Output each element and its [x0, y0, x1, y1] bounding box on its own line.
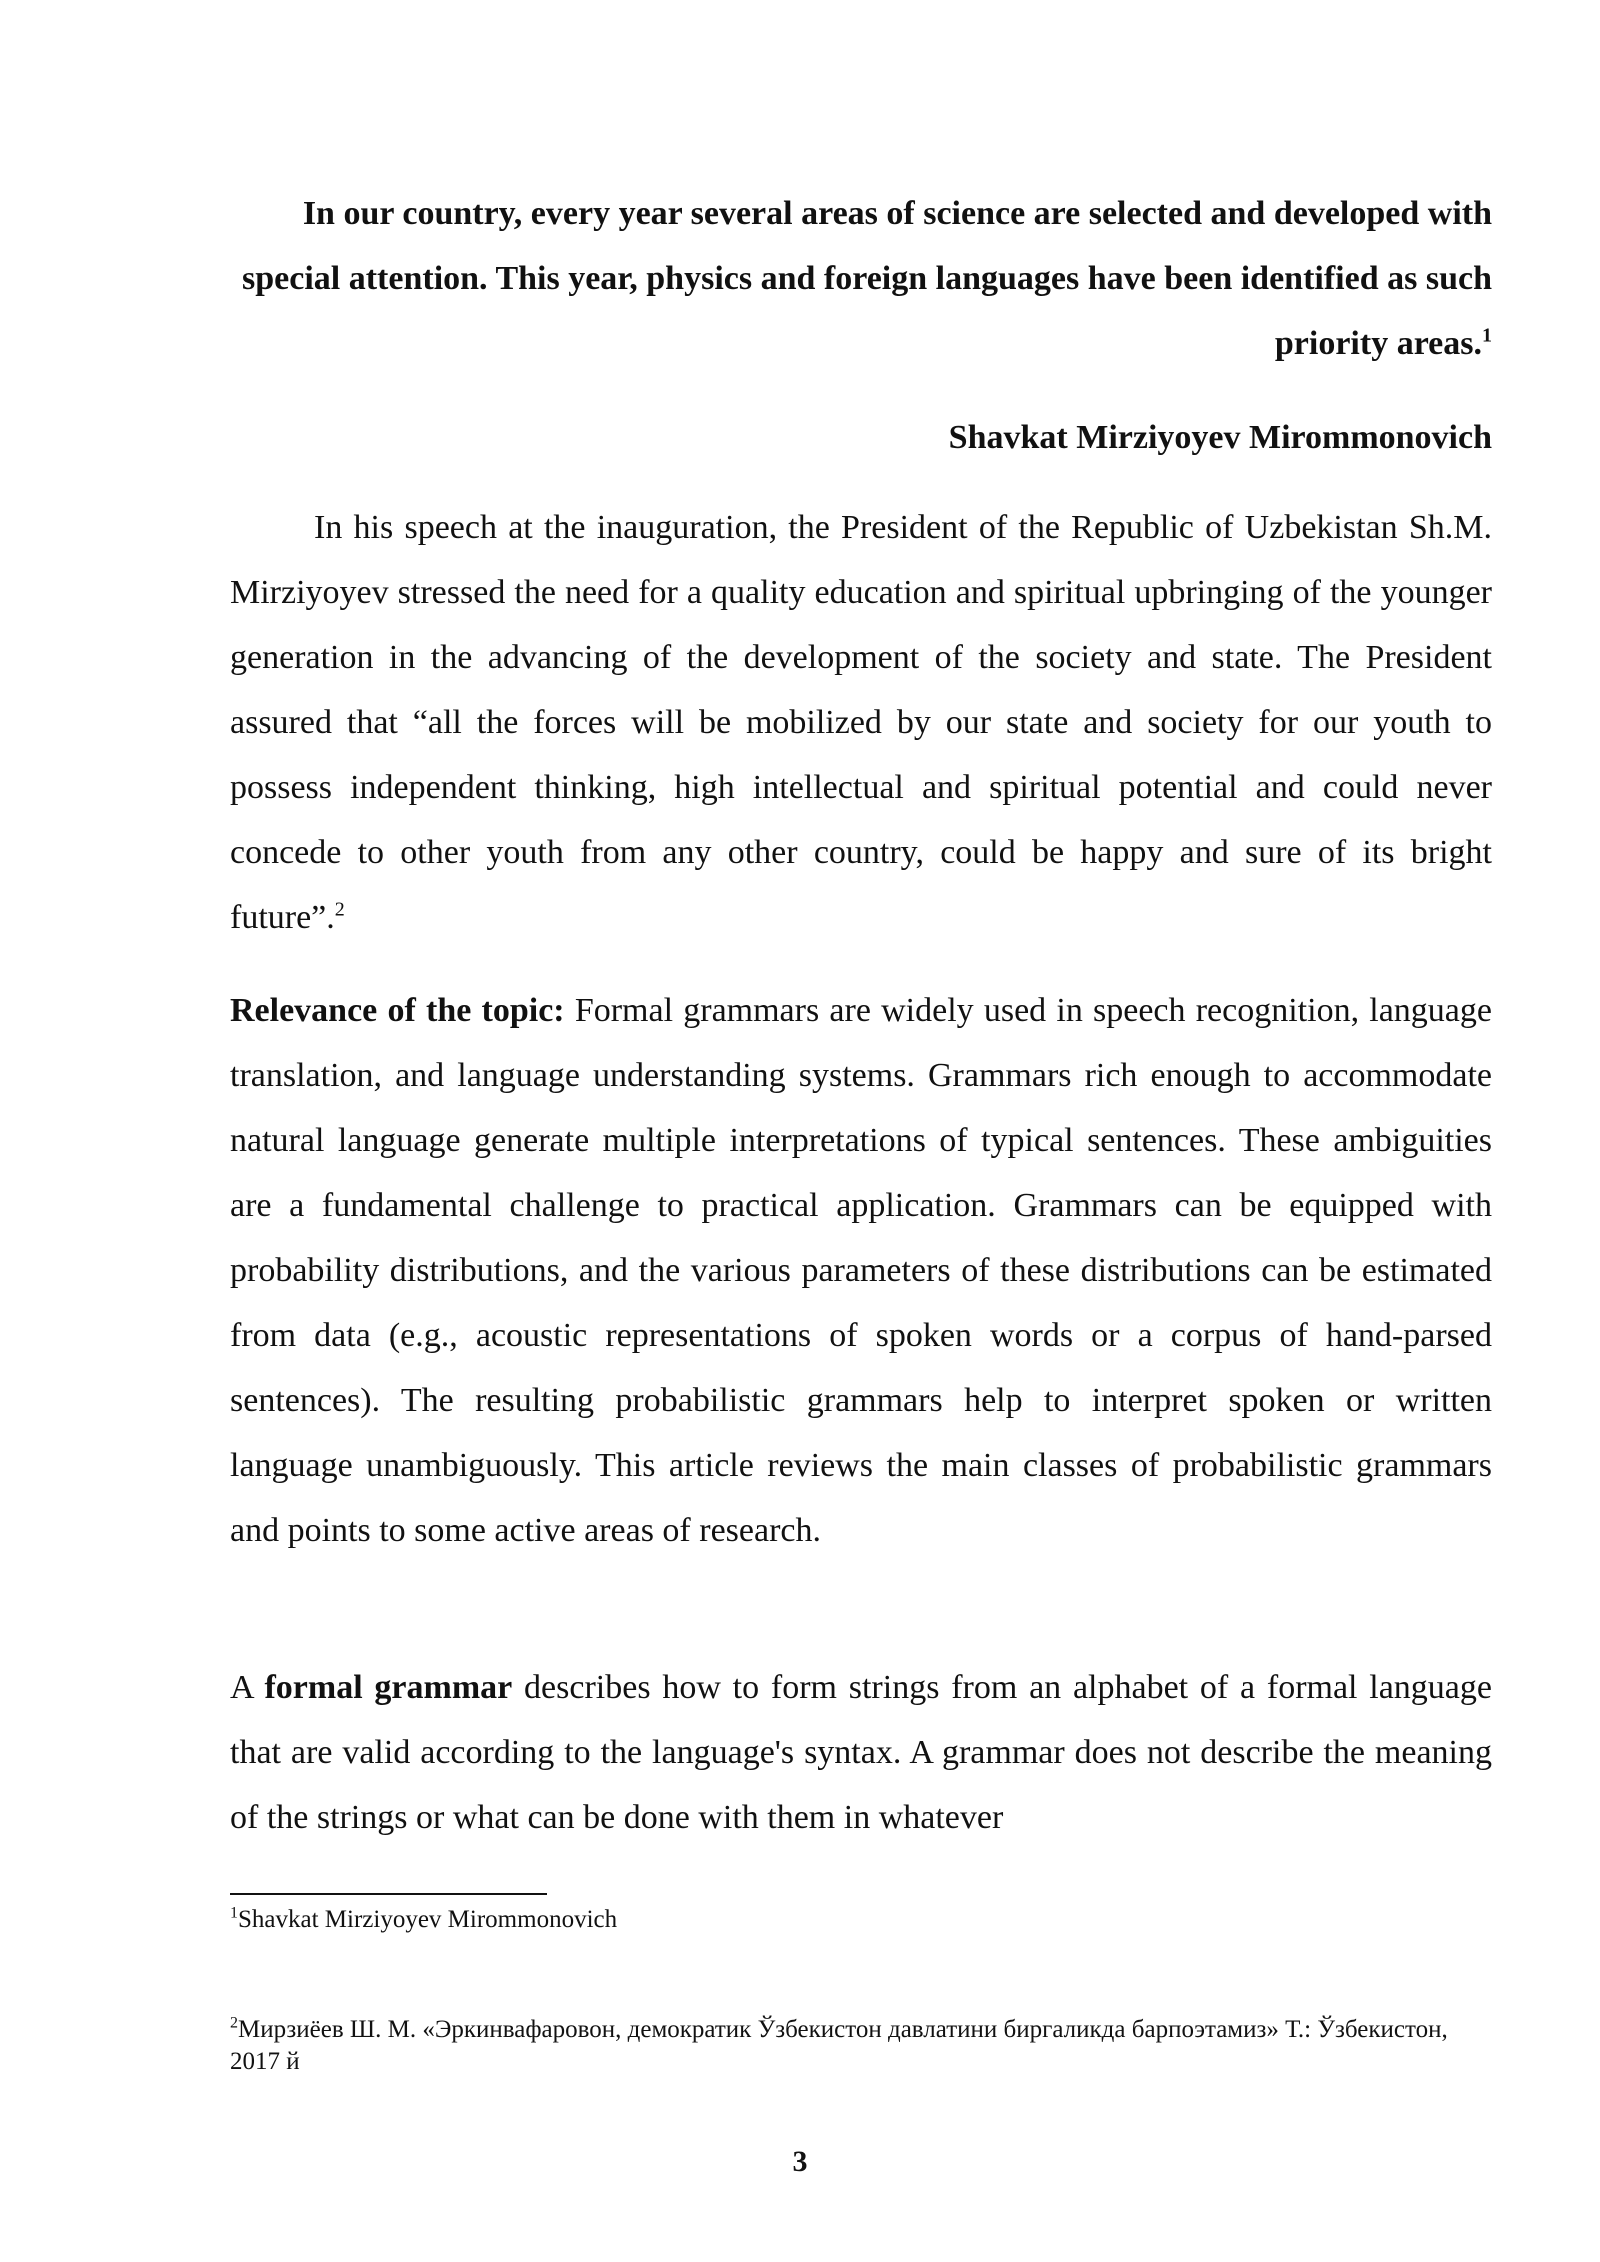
footnote-divider [230, 1893, 547, 1895]
paragraph-speech [230, 495, 1492, 950]
epigraph-quote [230, 181, 1492, 376]
paragraph-speech-text: In his speech at the inauguration, the President of the Republic of Uzbekistan Sh.M. Mirziyoyev stressed the need for a quality education and spiritual upbringing of the younger generation in the advancing of the development of the society and state. The President assured that “all the forces will be mobilized by our state and society for our youth to possess independent thinking, high intellectual and spiritual potential and could never concede to other youth from any other country, could be happy and sure of its bright future”. [230, 509, 1492, 936]
paragraph-formal-grammar [230, 1655, 1492, 1850]
paragraph-formal-text: describes how to form strings from an alphabet of a formal language that are valid according to the language's syntax. A grammar does not describe the meaning of the strings or what can be done with them in whatever [230, 1669, 1492, 1836]
formal-grammar-term[interactable]: formal grammar [264, 1669, 513, 1706]
footnote-2 [230, 2014, 1492, 2078]
footnote-1-text: Shavkat Mirziyoyev Mirommonovich [238, 1906, 618, 1933]
paragraph-formal-prefix: A [230, 1669, 265, 1706]
footnote-1 [230, 1904, 1492, 1936]
relevance-heading: Relevance of the topic: [230, 992, 565, 1029]
footnote-ref-1[interactable]: 1 [1482, 324, 1492, 347]
paragraph-relevance [230, 978, 1492, 1563]
footnote-ref-2[interactable]: 2 [334, 898, 345, 921]
page-number: 3 [792, 2145, 808, 2178]
footnote-2-number: 2 [230, 2014, 238, 2032]
epigraph-author: Shavkat Mirziyoyev Mirommonovich [948, 419, 1492, 456]
epigraph-text: In our country, every year several areas of science are selected and developed with special attention. This year, physics and foreign languages have been identified as such priority areas. [242, 195, 1492, 362]
footnote-2-text: Мирзиёев Ш. М. «Эркинвафаровон, демократик Ўзбекистон давлатини биргаликда барпоэтамиз» Т.: Ўзбекистон, 2017 й [230, 2016, 1448, 2075]
footnote-1-number: 1 [230, 1904, 238, 1922]
paragraph-relevance-text: Formal grammars are widely used in speech recognition, language translation, and language understanding systems. Grammars rich enough to accommodate natural language generate multiple interpretations of typical sentences. These ambiguities are a fundamental challenge to practical application. Grammars can be equipped with probability distributions, and the various parameters of these distributions can be estimated from data (e.g., acoustic representations of spoken words or a corpus of hand-parsed sentences). The resulting probabilistic grammars help to interpret spoken or written language unambiguously. This article reviews the main classes of probabilistic grammars and points to some active areas of research. [230, 992, 1492, 1549]
